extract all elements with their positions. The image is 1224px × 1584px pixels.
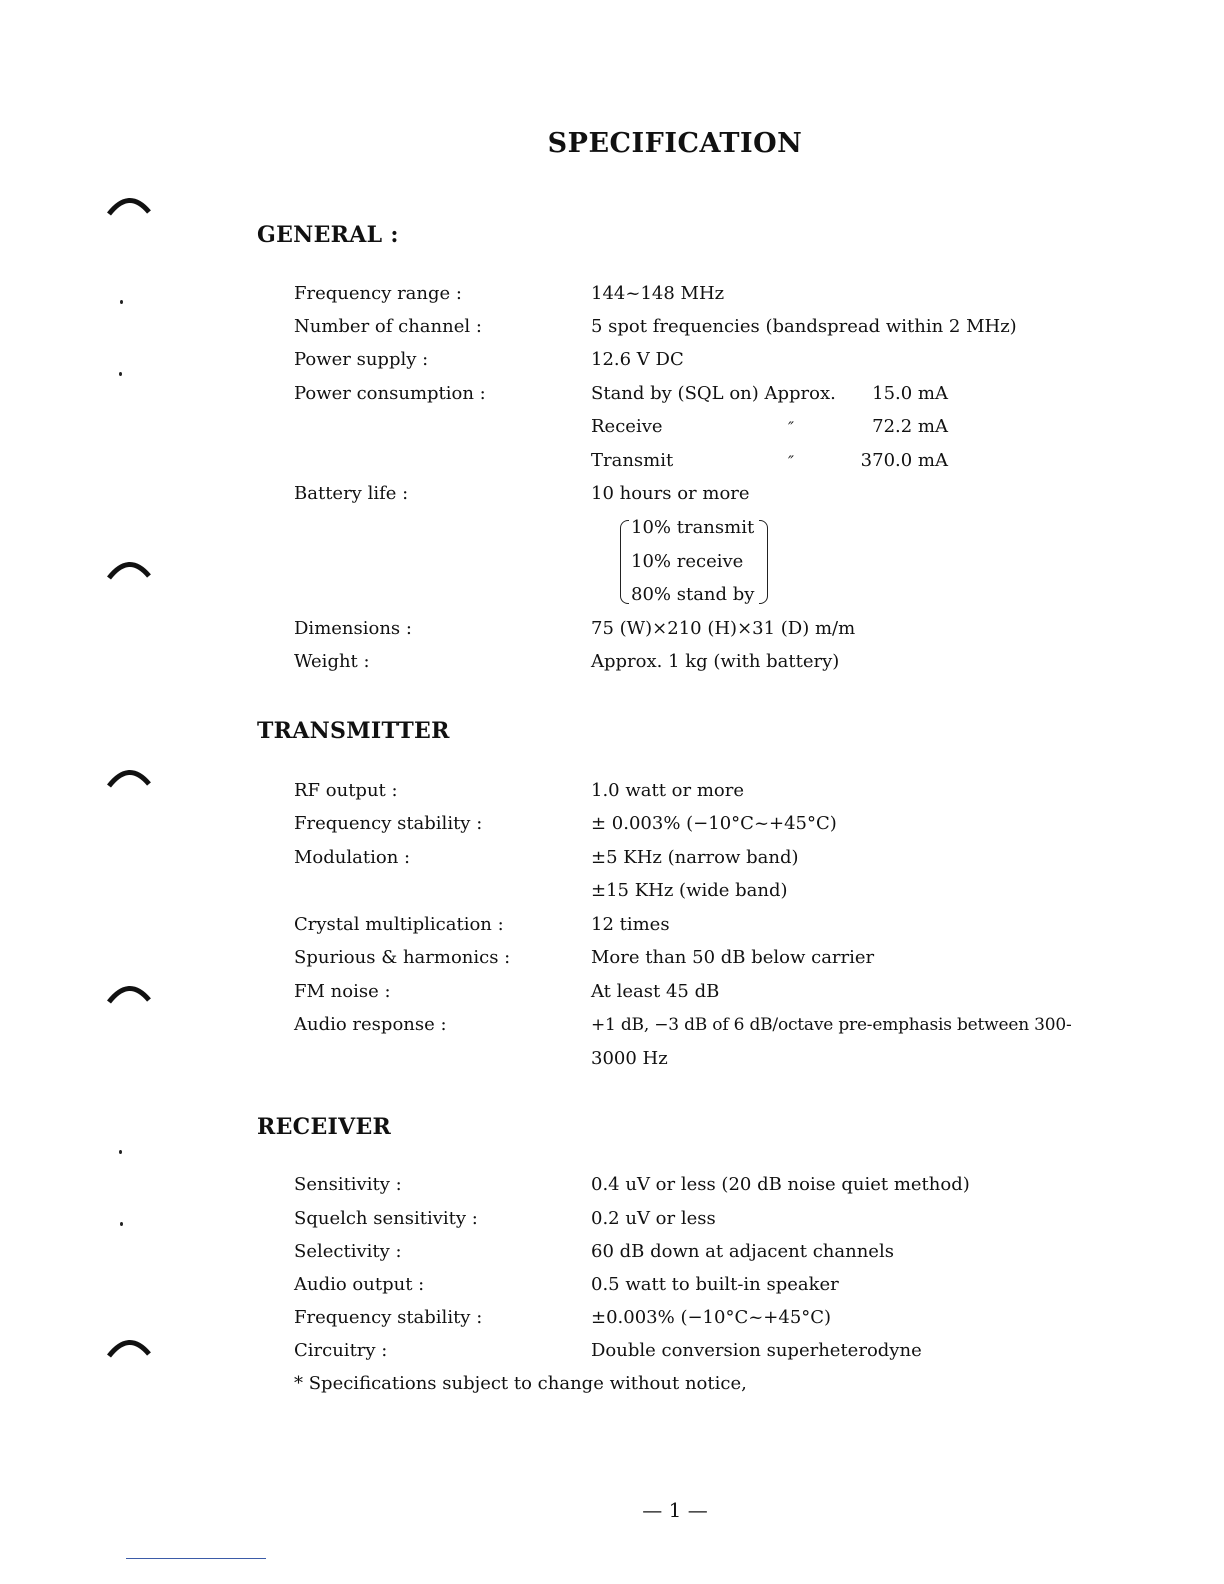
spec-label: Selectivity : <box>294 1241 402 1262</box>
power-mode: Transmit <box>591 450 674 471</box>
spec-label: Audio response : <box>294 1014 447 1035</box>
section-heading-receiver: RECEIVER <box>257 1114 392 1140</box>
spec-value: ±0.003% (−10°C~+45°C) <box>591 1307 832 1328</box>
spec-value: 75 (W)×210 (H)×31 (D) m/m <box>591 618 856 639</box>
spec-value: 0.4 uV or less (20 dB noise quiet method) <box>591 1174 970 1195</box>
power-mode: Stand by (SQL on) Approx. <box>591 383 836 404</box>
spec-label: Sensitivity : <box>294 1174 402 1195</box>
spec-label: Frequency stability : <box>294 1307 483 1328</box>
spec-label: Spurious & harmonics : <box>294 947 511 968</box>
spec-value: 0.2 uV or less <box>591 1208 716 1229</box>
spec-value: 0.5 watt to built-in speaker <box>591 1274 839 1295</box>
spec-value: ± 0.003% (−10°C~+45°C) <box>591 813 837 834</box>
section-heading-transmitter: TRANSMITTER <box>257 718 450 744</box>
spec-label: Modulation : <box>294 847 411 868</box>
spec-value: 60 dB down at adjacent channels <box>591 1241 894 1262</box>
spec-value: Approx. 1 kg (with battery) <box>591 651 840 672</box>
spec-value: At least 45 dB <box>591 981 720 1002</box>
bottom-rule <box>126 1558 266 1559</box>
spec-label: Frequency range : <box>294 283 462 304</box>
spec-value: ±15 KHz (wide band) <box>591 880 788 901</box>
page-number: — 1 — <box>642 1498 708 1522</box>
spec-label: Weight : <box>294 651 370 672</box>
scan-speck <box>120 300 123 304</box>
spec-value: +1 dB, −3 dB of 6 dB/octave pre-emphasis between 300- <box>591 1015 1072 1035</box>
bracket-right <box>759 520 768 604</box>
spec-value: More than 50 dB below carrier <box>591 947 875 968</box>
page-title: SPECIFICATION <box>547 128 803 159</box>
spec-label: Frequency stability : <box>294 813 483 834</box>
duty-cycle-item: 10% transmit <box>631 517 755 538</box>
scan-speck <box>119 372 122 376</box>
power-amount: 15.0 mA <box>872 383 948 404</box>
spec-value: 12 times <box>591 914 670 935</box>
spec-value: Double conversion superheterodyne <box>591 1340 922 1361</box>
spec-label: Dimensions : <box>294 618 412 639</box>
spec-label: Squelch sensitivity : <box>294 1208 478 1229</box>
spec-label: Battery life : <box>294 483 409 504</box>
ditto-mark: ″ <box>788 418 794 437</box>
spec-label: Crystal multiplication : <box>294 914 504 935</box>
spec-label: Power consumption : <box>294 383 486 404</box>
spec-label: Number of channel : <box>294 316 482 337</box>
spec-value: 144~148 MHz <box>591 283 725 304</box>
scan-speck <box>119 1150 122 1154</box>
ditto-mark: ″ <box>788 452 794 471</box>
section-heading-general: GENERAL : <box>257 222 399 248</box>
spec-value: 12.6 V DC <box>591 349 684 370</box>
spec-value: 1.0 watt or more <box>591 780 744 801</box>
binding-hole-mark <box>107 1334 151 1360</box>
spec-label: FM noise : <box>294 981 391 1002</box>
spec-value: 5 spot frequencies (bandspread within 2 MHz) <box>591 316 1017 337</box>
footnote: * Specifications subject to change without notice, <box>294 1373 747 1394</box>
binding-hole-mark <box>107 192 151 218</box>
power-mode: Receive <box>591 416 663 437</box>
spec-value: ±5 KHz (narrow band) <box>591 847 799 868</box>
spec-value: 10 hours or more <box>591 483 750 504</box>
bracket-left <box>620 520 629 604</box>
spec-label: RF output : <box>294 780 398 801</box>
binding-hole-mark <box>107 980 151 1006</box>
duty-cycle-item: 80% stand by <box>631 584 755 605</box>
spec-label: Power supply : <box>294 349 429 370</box>
power-amount: 370.0 mA <box>860 450 948 471</box>
binding-hole-mark <box>107 556 151 582</box>
power-amount: 72.2 mA <box>872 416 948 437</box>
binding-hole-mark <box>107 764 151 790</box>
scan-speck <box>120 1222 123 1226</box>
spec-label: Audio output : <box>294 1274 425 1295</box>
spec-value: 3000 Hz <box>591 1048 668 1069</box>
spec-label: Circuitry : <box>294 1340 388 1361</box>
duty-cycle-item: 10% receive <box>631 551 744 572</box>
